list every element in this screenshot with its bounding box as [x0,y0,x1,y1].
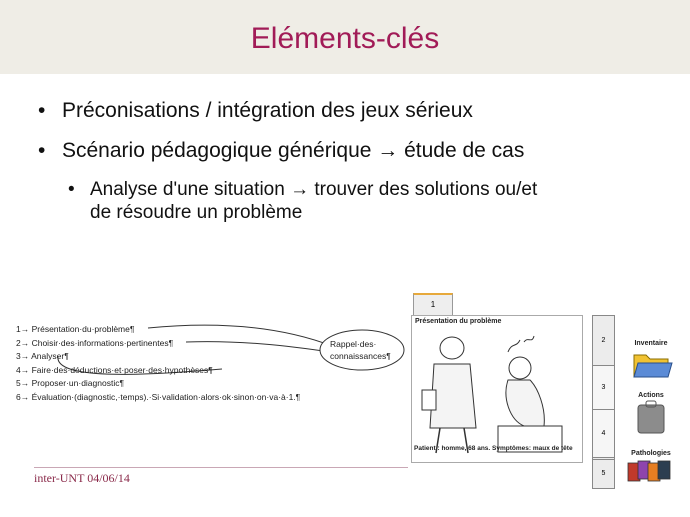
step-list [16,323,300,404]
inventory-label: Inventaire [634,340,668,347]
step-item: 3→ Analyser¶ [16,351,69,361]
actions-bag-icon[interactable] [624,399,678,435]
problem-panel [411,315,583,463]
sub-bullet-line-1: • Analyse d'une situation → trouver des solutions ou/et [90,179,538,200]
bullet-list [38,98,678,224]
footer-text: inter-UNT 04/06/14 [34,471,130,485]
step-item: 2→ Choisir·des·informations·pertinentes¶ [16,337,174,348]
rappel-text [330,338,391,362]
patient-body [506,380,544,426]
tab-3[interactable]: 3 [592,365,615,411]
inventory-folder-icon[interactable] [624,347,678,381]
step-item: 5→ Proposer·un·diagnostic¶ [16,378,125,388]
pathologies-label: Pathologies [631,450,671,457]
tab-1[interactable]: 1 [413,293,453,318]
step-item: 4→ Faire·des·déductions·et·poser·des·hypothèses¶ [16,364,213,375]
step-item: 1→ Présentation·du·problème¶ [16,324,135,334]
clipboard [422,390,436,410]
slide-title: Eléments-clés [250,22,440,55]
tab-4[interactable]: 4 [592,409,615,459]
pathologies-cards-icon[interactable] [624,457,678,485]
actions-label: Actions [638,392,664,399]
footer-divider [34,467,408,468]
pain-lines [508,336,534,352]
patient-caption: Patient : homme, 68 ans. Symptômes: maux de tête [414,445,573,452]
doctor-patient-illustration [412,328,582,460]
rappel-line-2: connaissances¶ [330,351,391,361]
game-screenshot [411,293,615,463]
panel-title: Présentation du problème [415,318,502,325]
doctor-coat [430,364,476,428]
tab-5[interactable]: 5 [592,459,615,489]
patient-head [509,357,531,379]
bullet-2: • Scénario pédagogique générique → étude de cas [38,138,678,164]
doctor-head [440,337,464,359]
bullet-1: • Préconisations / intégration des jeux sérieux [38,98,678,124]
rappel-line-1: Rappel·des· [330,339,377,349]
step-item: 6→ Évaluation·(diagnostic,·temps).·Si·validation·alors·ok·sinon·on·va·à·1.¶ [16,391,301,402]
sub-bullet [38,178,678,224]
sub-bullet-line-2: de résoudre un problème [90,202,303,223]
tab-2[interactable]: 2 [592,315,615,367]
side-toolbar [624,340,678,490]
